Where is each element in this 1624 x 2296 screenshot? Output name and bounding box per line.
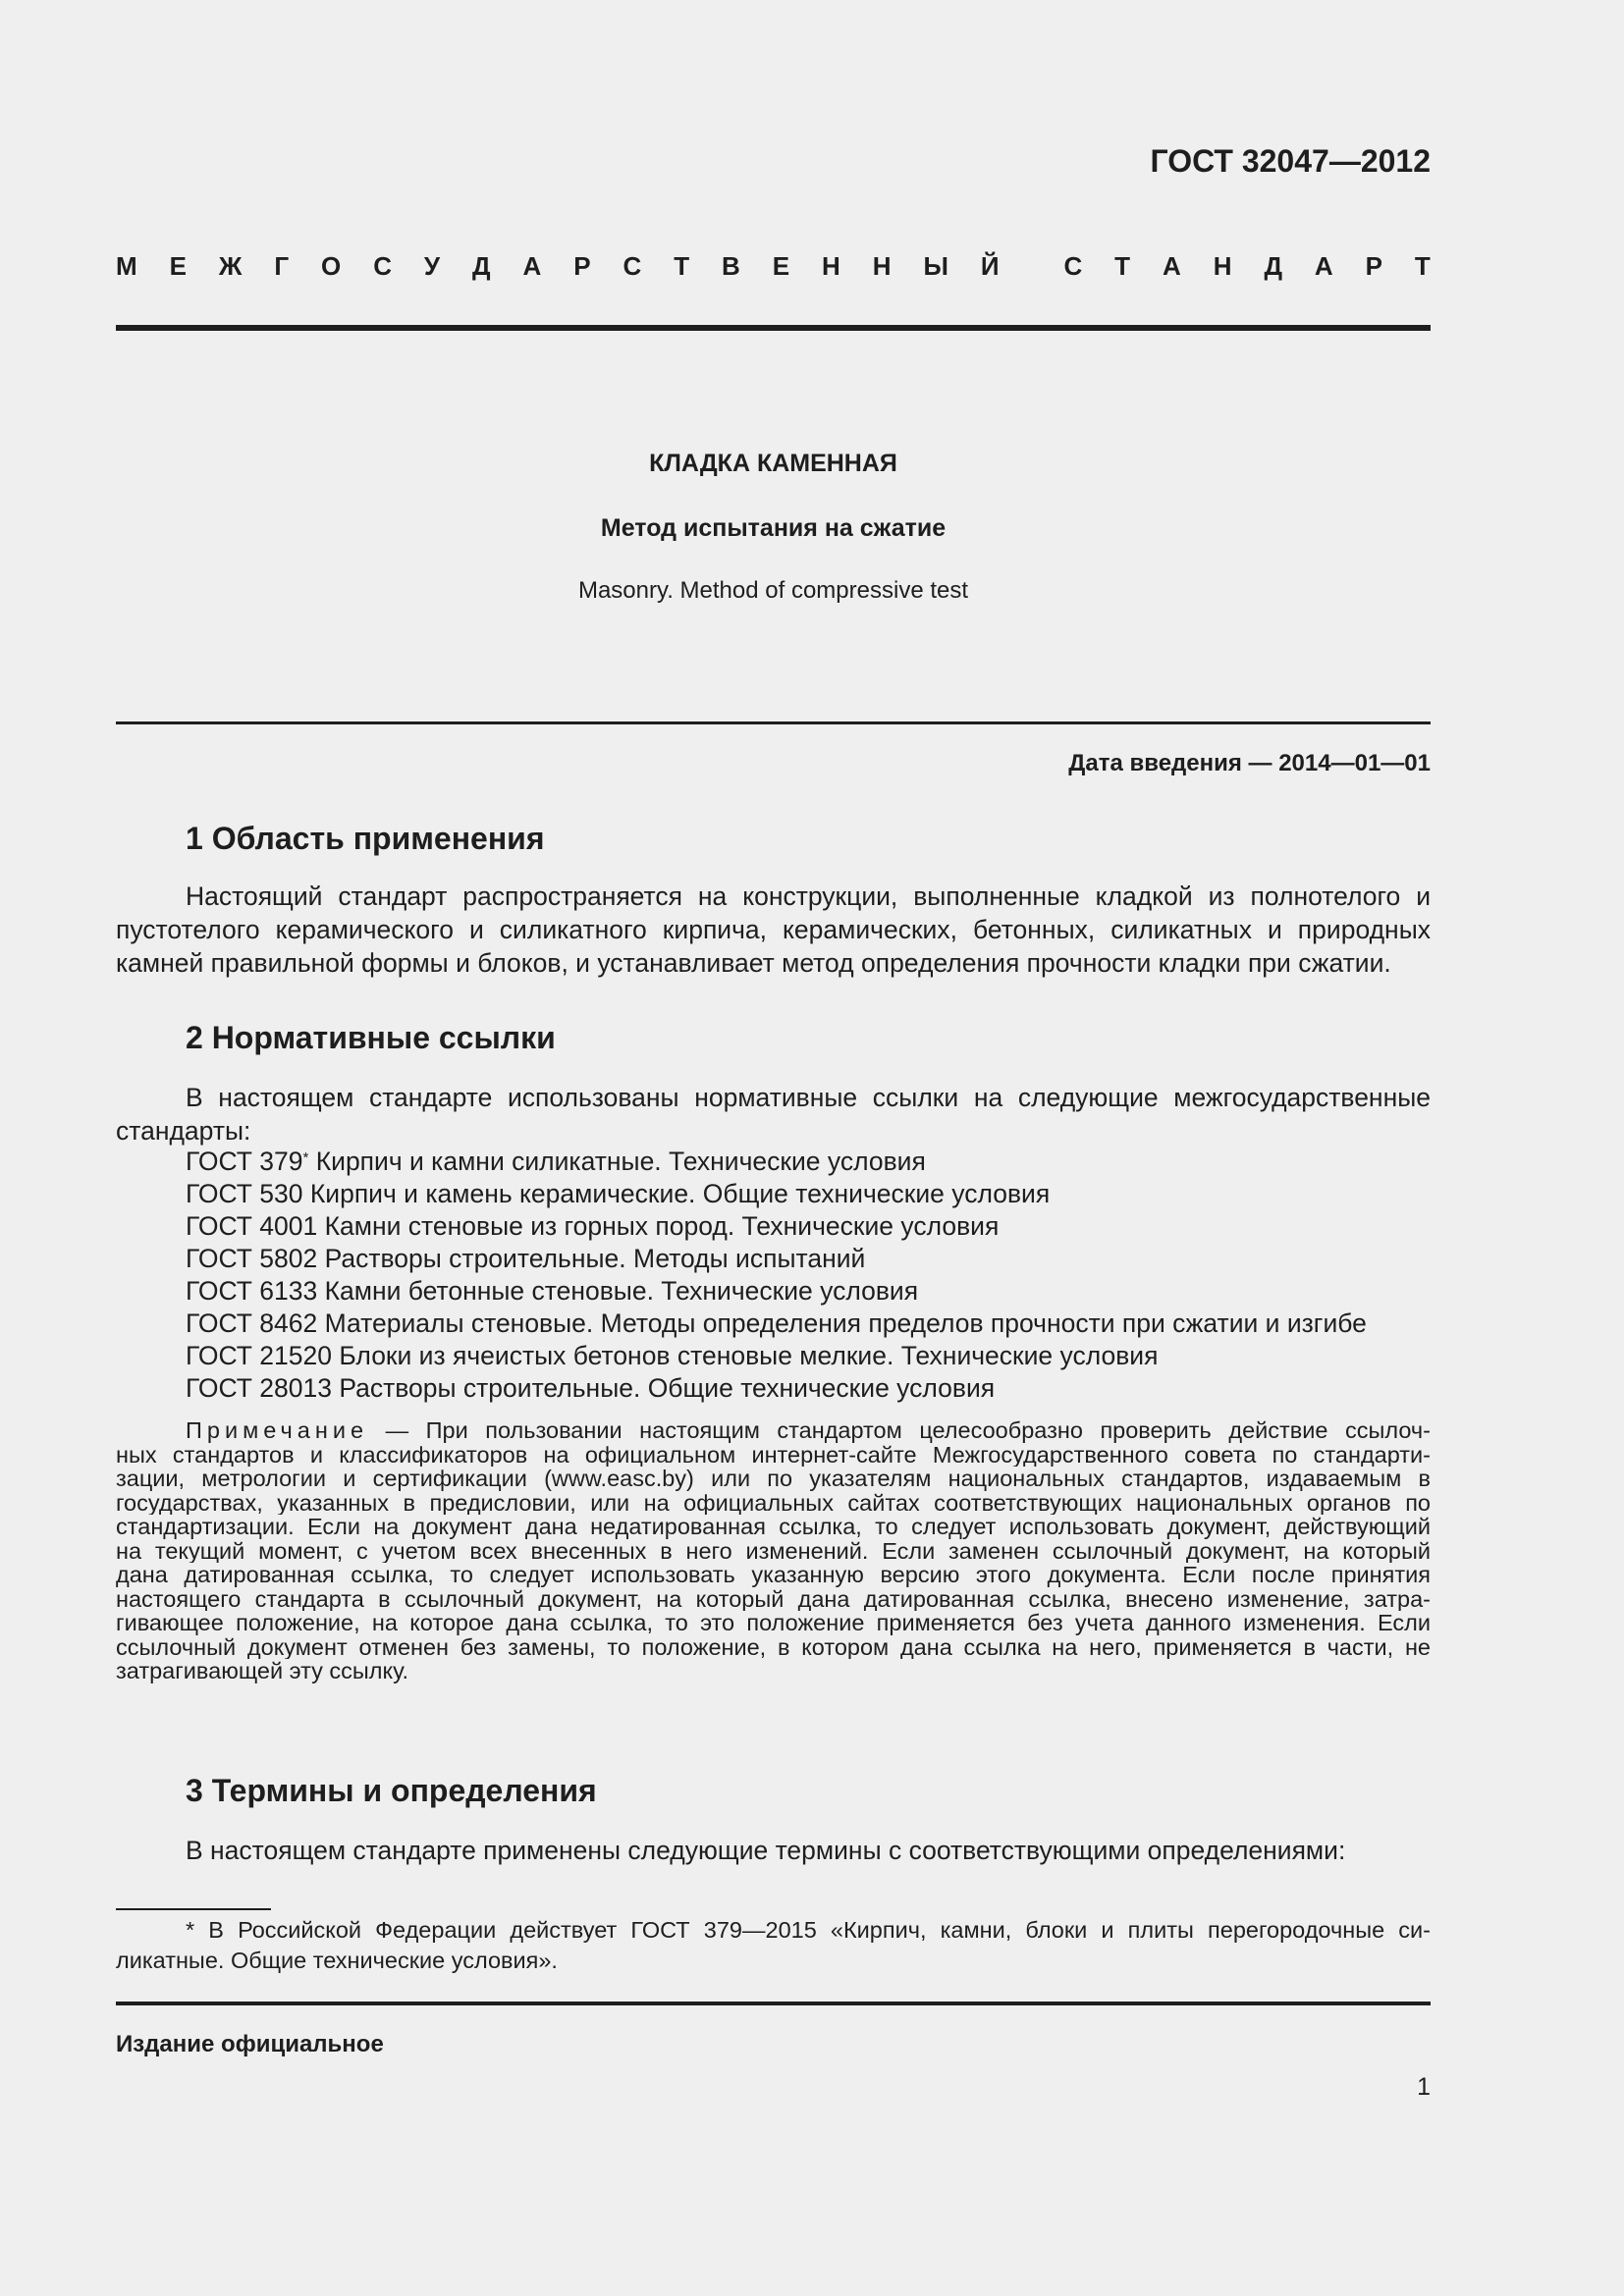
heading-letter: О xyxy=(321,251,342,281)
heading-letter: Н xyxy=(872,251,892,281)
heading-letter: А xyxy=(1314,251,1333,281)
heading-letter: Д xyxy=(1264,251,1282,281)
footnote-line: ликатные. Общие технические условия». xyxy=(116,1948,558,1973)
section-3-heading: 3 Термины и определения xyxy=(186,1773,597,1808)
heading-letter: А xyxy=(1163,251,1181,281)
text-line: стандарты: xyxy=(116,1116,251,1146)
footnote xyxy=(116,1915,1431,1976)
text-line: пустотелого керамического и силикатного кирпича, керамических, бетонных, силикатных и природных xyxy=(116,915,1431,944)
heading-letter: Н xyxy=(1213,251,1232,281)
section-1-heading: 1 Область применения xyxy=(186,821,545,856)
note-line: на текущий момент, с учетом всех внесенных в него изменений. Если заменен ссылочный документ, на который xyxy=(116,1538,1431,1563)
note-line: государствах, указанных в предисловии, или на официальных сайтах соответствующих национальных органов по xyxy=(116,1490,1431,1515)
heading-letter: Ж xyxy=(218,251,243,281)
text-line: камней правильной формы и блоков, и устанавливает метод определения прочности кладки при сжатии. xyxy=(116,948,1391,978)
section-2-heading: 2 Нормативные ссылки xyxy=(186,1020,556,1055)
english-title: Masonry. Method of compressive test xyxy=(577,577,969,604)
page-number: 1 xyxy=(1417,2073,1431,2101)
interstate-standard-heading xyxy=(116,251,1431,282)
reference-item: ГОСТ 8462 Материалы стеновые. Методы определения пределов прочности при сжатии и изгибе xyxy=(186,1308,1367,1338)
reference-item: ГОСТ 21520 Блоки из ячеистых бетонов стеновые мелкие. Технические условия xyxy=(186,1341,1159,1370)
heading-letter: С xyxy=(1063,251,1083,281)
heading-letter: М xyxy=(116,251,137,281)
note-line: зации, метрологии и сертификации (www.easc.by) или по указателям национальных стандартов, издаваемым в xyxy=(116,1467,1431,1491)
normative-references-list xyxy=(186,1146,1431,1405)
heading-letter: Г xyxy=(274,251,290,281)
reference-item: ГОСТ 6133 Камни бетонные стеновые. Технические условия xyxy=(186,1276,919,1306)
note-line: дана датированная ссылка, то следует использовать указанную версию этого документа. Если после принятия xyxy=(116,1563,1431,1587)
note-line: ссылочный документ отменен без замены, то положение, в котором дана ссылка на него, применяется в части, не xyxy=(116,1634,1431,1659)
reference-code: ГОСТ 379 xyxy=(186,1147,303,1176)
section-1-text xyxy=(116,880,1431,980)
official-edition-label: Издание официальное xyxy=(116,2031,384,2057)
note-label: Примечание xyxy=(186,1418,369,1443)
text-line: Настоящий стандарт распространяется на конструкции, выполненные кладкой из полнотелого и xyxy=(186,881,1431,911)
heading-letter: Ы xyxy=(923,251,948,281)
heading-letter: Т xyxy=(1114,251,1131,281)
note-text: — При пользовании настоящим стандартом целесообразно проверить действие ссылоч- xyxy=(368,1418,1431,1443)
standard-title: КЛАДКА КАМЕННАЯ xyxy=(649,450,897,477)
reference-item: ГОСТ 4001 Камни стеновые из горных пород. Технические условия xyxy=(186,1211,1000,1241)
heading-letter: С xyxy=(373,251,392,281)
footnote-line: * В Российской Федерации действует ГОСТ 379—2015 «Кирпич, камни, блоки и плиты перегородочные си- xyxy=(186,1917,1431,1943)
heading-letter: В xyxy=(722,251,740,281)
references-note xyxy=(116,1418,1431,1683)
footer-divider xyxy=(116,2002,1431,2005)
introduction-date: Дата введения — 2014—01—01 xyxy=(1068,750,1431,776)
heading-letter: Т xyxy=(674,251,690,281)
heading-letter: Й xyxy=(980,251,1000,281)
reference-item: ГОСТ 530 Кирпич и камень керамические. Общие технические условия xyxy=(186,1179,1051,1208)
reference-title: Кирпич и камни силикатные. Технические условия xyxy=(308,1147,926,1176)
reference-item: ГОСТ 28013 Растворы строительные. Общие технические условия xyxy=(186,1373,996,1403)
note-line: стандартизации. Если на документ дана недатированная ссылка, то следует использовать документ, действующий xyxy=(116,1515,1431,1539)
note-line xyxy=(116,1418,1431,1443)
heading-letter: Е xyxy=(772,251,790,281)
title-divider xyxy=(116,721,1431,724)
reference-item xyxy=(186,1146,1431,1178)
section-2-intro xyxy=(116,1081,1431,1148)
heading-letter: Р xyxy=(573,251,591,281)
reference-item: ГОСТ 5802 Растворы строительные. Методы испытаний xyxy=(186,1244,866,1273)
heading-letter: Е xyxy=(169,251,187,281)
note-line: гивающее положение, на которое дана ссылка, то это положение применяется без учета данного изменения. Если xyxy=(116,1611,1431,1635)
section-3-text xyxy=(116,1834,1431,1867)
text-line: В настоящем стандарте использованы нормативные ссылки на следующие межгосударственные xyxy=(186,1083,1431,1112)
heading-letter: А xyxy=(522,251,542,281)
heading-letter: Д xyxy=(472,251,491,281)
heading-letter: Т xyxy=(1414,251,1431,281)
standard-subtitle: Метод испытания на сжатие xyxy=(600,514,947,542)
header-divider xyxy=(116,325,1431,331)
note-line: настоящего стандарта в ссылочный документ, на который дана датированная ссылка, внесено изменение, затра- xyxy=(116,1586,1431,1611)
note-line: затрагивающей эту ссылку. xyxy=(116,1659,408,1683)
heading-letter: С xyxy=(623,251,642,281)
heading-letter: Р xyxy=(1365,251,1382,281)
footnote-divider xyxy=(116,1908,271,1910)
heading-letter: У xyxy=(423,251,441,281)
note-line: ных стандартов и классификаторов на официальном интернет-сайте Межгосударственного совета по стандарти- xyxy=(116,1442,1431,1467)
text-line: В настоящем стандарте применены следующие термины с соответствующими определениями: xyxy=(186,1836,1346,1865)
heading-letter: Н xyxy=(822,251,840,281)
document-number: ГОСТ 32047—2012 xyxy=(1150,143,1431,179)
footnote-marker: * xyxy=(302,1149,309,1166)
